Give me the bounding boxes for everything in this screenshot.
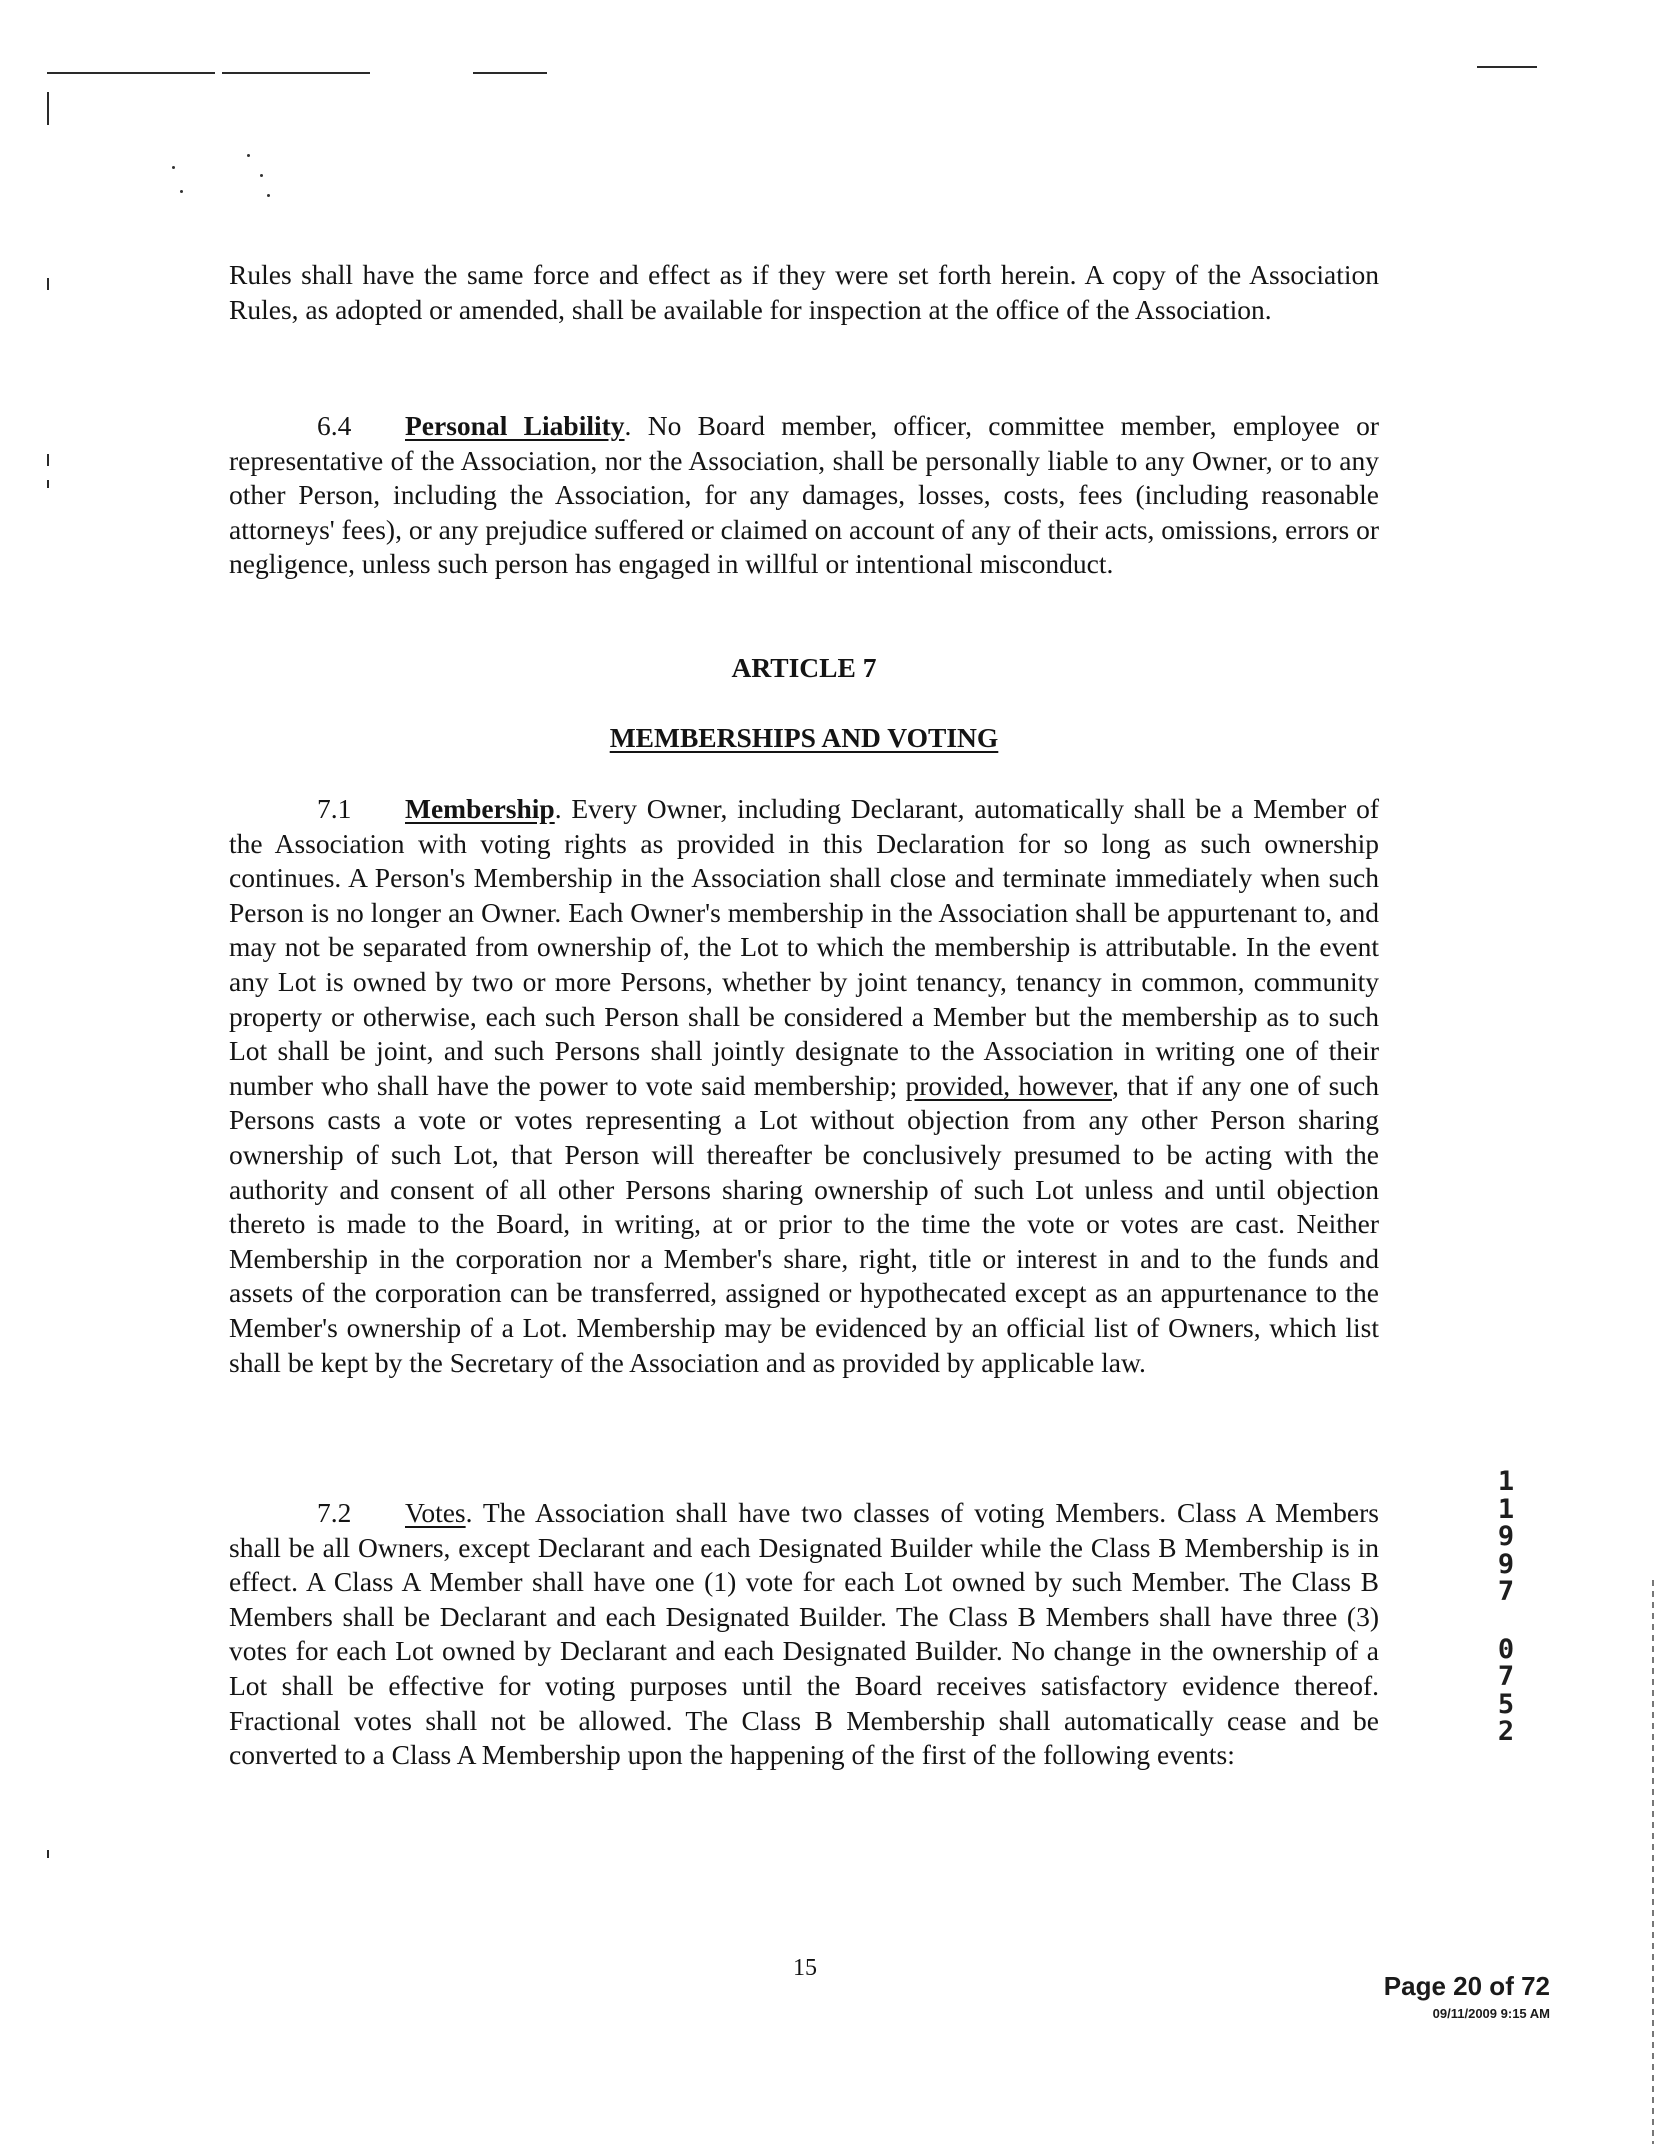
scan-rule [473, 72, 547, 74]
provided-however-term: provided, however [905, 1069, 1112, 1101]
scan-rule [47, 72, 215, 74]
scan-margin-mark [47, 480, 49, 488]
section-number: 7.2 [317, 1497, 352, 1528]
stamp-digit: 7 [1497, 1576, 1515, 1607]
section-number: 6.4 [317, 410, 352, 441]
scan-edge [1652, 1580, 1654, 2144]
scan-rule [1477, 66, 1537, 68]
scan-margin-mark [47, 454, 49, 466]
article-heading: ARTICLE 7 [731, 652, 877, 683]
stamp-digit: 1 [1497, 1466, 1515, 1497]
page-indicator: Page 20 of 72 [1383, 1971, 1550, 2001]
scan-margin-mark [47, 1850, 49, 1858]
stamp-digit: 9 [1497, 1521, 1515, 1552]
scan-margin-mark [47, 278, 49, 290]
section-title: Personal Liability [405, 410, 625, 441]
scan-speck [172, 166, 175, 169]
stamp-digit: 7 [1497, 1661, 1515, 1692]
section-text: . The Association shall have two classes of voting Members. Class A Members shall be all Owners, except Declarant and each Designated Builder while the Class B Membership is in effect. A Class A Member shall have one (1) vote for each Lot owned by such Member. The Class B Members shall be Declarant and each Designated Builder. The Class B Members shall have three (3) votes for each Lot owned by Declarant and each Designated Builder. No change in the ownership of a Lot shall be effective for voting purposes until the Board receives satisfactory evidence thereof. Fractional votes shall not be allowed. The Class B Membership shall automatically cease and be converted to a Class A Membership upon the happening of the first of the following events: [229, 1497, 1379, 1771]
section-6-4 [229, 409, 1379, 582]
scan-speck [267, 194, 270, 197]
stamp-digit: 9 [1497, 1548, 1515, 1580]
stamp-digit: 1 [1497, 1493, 1515, 1525]
section-number: 7.1 [317, 793, 352, 824]
article-title: MEMBERSHIPS AND VOTING [609, 722, 999, 753]
recording-stamp [1493, 1468, 1519, 1746]
section-title: Membership [405, 793, 555, 824]
section-7-1 [229, 792, 1379, 1380]
section-text: . Every Owner, including Declarant, automatically shall be a Member of the Association with voting rights as provided in this Declaration for so long as such ownership continues. A Person's Membership in the Association shall close and terminate immediately when such Person is no longer an Owner. Each Owner's membership in the Association shall be appurtenant to, and may not be separated from ownership of, the Lot to which the membership is attributable. In the event any Lot is owned by two or more Persons, whether by joint tenancy, tenancy in common, community property or otherwise, each such Person shall be considered a Member but the membership as to such Lot shall be joint, and such Persons shall jointly designate to the Association in writing one of their number who shall have the power to vote said membership; [229, 793, 1379, 1101]
page-folio: 15 [793, 1955, 817, 1981]
scan-speck [247, 154, 250, 157]
print-timestamp: 09/11/2009 9:15 AM [1432, 2006, 1550, 2021]
section-text: , that if any one of such Persons casts a vote or votes representing a Lot without objection from any other Person sharing ownership of such Lot, that Person will thereafter be conclusively presumed to be acting with the authority and consent of all other Persons sharing ownership of such Lot unless and until objection thereto is made to the Board, in writing, at or prior to the time the vote or votes are cast. Neither Membership in the corporation nor a Member's share, right, title or interest in and to the funds and assets of the corporation can be transferred, assigned or hypothecated except as an appurtenance to the Member's ownership of a Lot. Membership may be evidenced by an official list of Owners, which list shall be kept by the Secretary of the Association and as provided by applicable law. [229, 1069, 1379, 1378]
continuation-text: Rules shall have the same force and effect as if they were set forth herein. A copy of the Association Rules, as adopted or amended, shall be available for inspection at the office of the Association. [229, 259, 1379, 325]
stamp-digit: 2 [1497, 1716, 1515, 1747]
continuation-paragraph [229, 258, 1379, 327]
section-text: . No Board member, officer, committee member, employee or representative of the Association, nor the Association, shall be personally liable to any Owner, or to any other Person, including the Association, for any damages, losses, costs, fees (including reasonable attorneys' fees), or any prejudice suffered or claimed on account of any of their acts, omissions, errors or negligence, unless such person has engaged in willful or intentional misconduct. [229, 410, 1379, 580]
section-7-2 [229, 1496, 1379, 1773]
scan-speck [260, 174, 263, 177]
stamp-digit: 0 [1497, 1633, 1515, 1665]
section-title: Votes [405, 1497, 466, 1528]
stamp-digit: 5 [1497, 1688, 1515, 1720]
scan-speck [180, 190, 183, 193]
scan-margin-mark [47, 92, 49, 125]
scan-rule [222, 72, 370, 74]
